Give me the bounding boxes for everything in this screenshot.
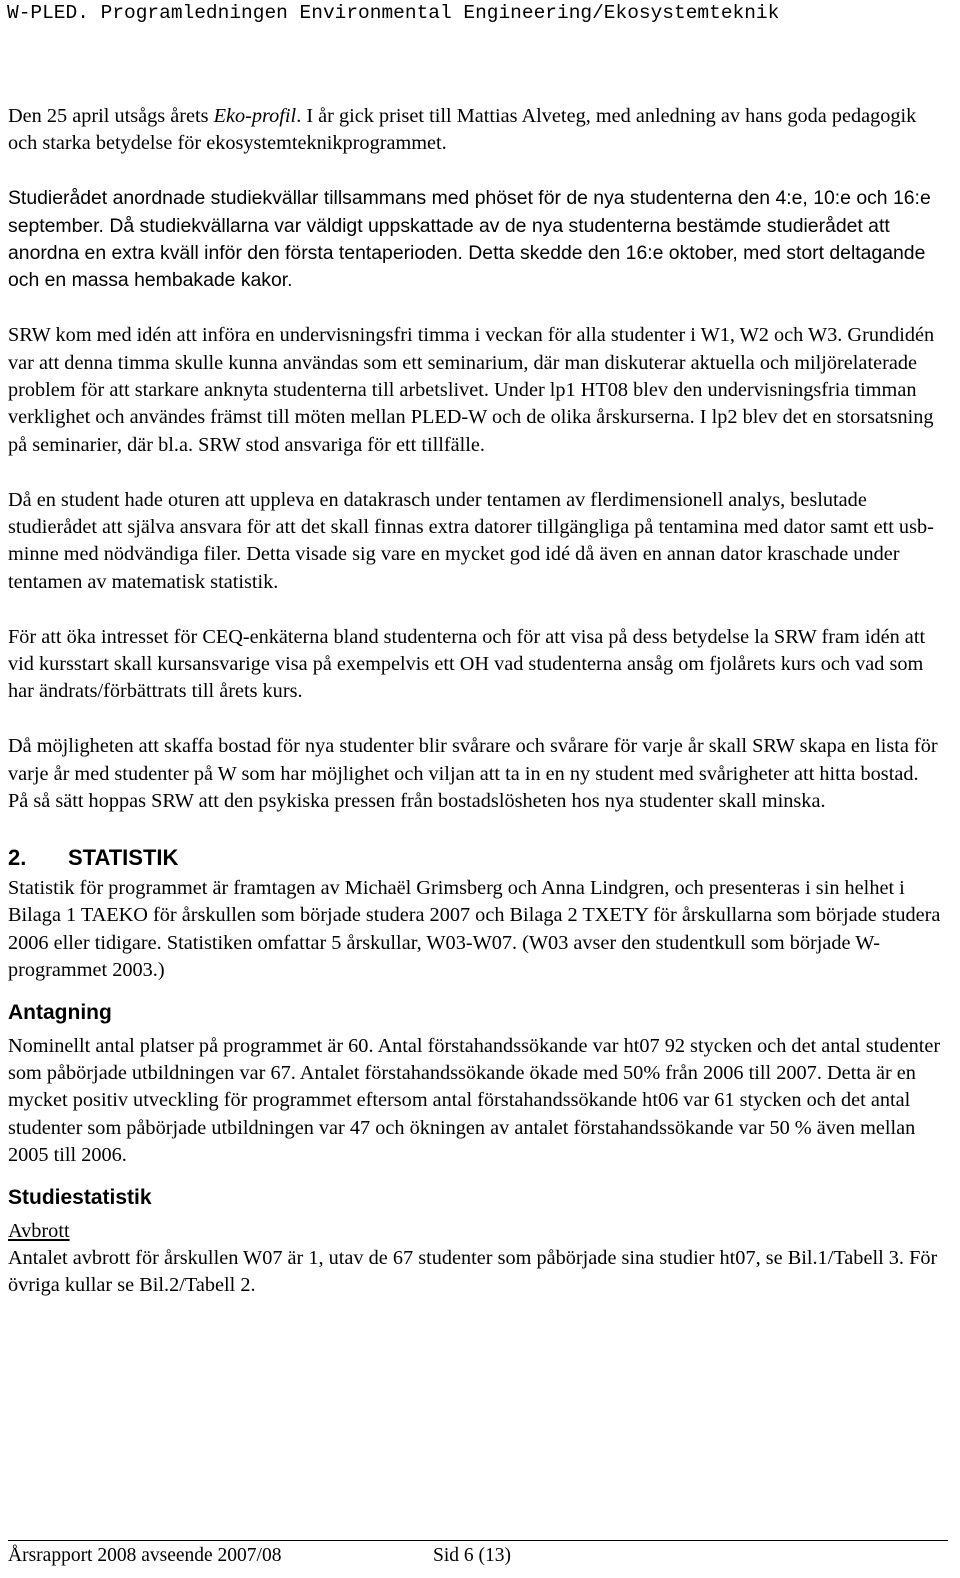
subheading-antagning: Antagning bbox=[8, 1000, 112, 1024]
footer-page-number: Sid 6 (13) bbox=[433, 1545, 511, 1566]
paragraph-avbrott: Antalet avbrott för årskullen W07 är 1, utav de 67 studenter som påbörjade sina studier ht07, se Bil.1/Tabell 3. För övriga kullar se Bil.2/Tabell 2. bbox=[8, 1246, 938, 1297]
paragraph-statistik-intro: Statistik för programmet är framtagen av Michaël Grimsberg och Anna Lindgren, och presenteras i sin helhet i Bilaga 1 TAEKO för årskullen som började studera 2007 och Bilaga 2 TXETY för årskullarna som började studera 2006 eller tidigare. Statistiken omfattar 5 årskullar, W03-W07. (W03 avser den studentkull som började W-programmet 2003.) bbox=[8, 876, 941, 982]
footer-divider bbox=[8, 1540, 948, 1541]
page-header bbox=[7, 0, 957, 27]
footer-report-title: Årsrapport 2008 avseende 2007/08 bbox=[8, 1545, 282, 1566]
paragraph-eko-profil bbox=[8, 103, 943, 158]
section-heading-statistik bbox=[8, 843, 943, 873]
p1-text-end: . I år gick priset till Mattias Alveteg, med anledning av hans goda pedagogik och starka betydelse för ekosystemteknikprogrammet. bbox=[8, 105, 917, 155]
header-title: W-PLED. Programledningen Environmental Engineering/Ekosystemteknik bbox=[7, 2, 780, 24]
paragraph-antagning: Nominellt antal platser på programmet är 60. Antal förstahandssökande var ht07 92 stycken och det antal studenter som påbörjade utbildningen var 67. Antalet förstahandssökande ökade med 50% från 2006 till 2007. Detta är en mycket positiv utveckling för programmet eftersom antal förstahandssökande ht06 var 61 stycken och det antal studenter som påbörjade utbildningen var 47 och ökningen av antalet förstahandssökande var 50 % även mellan 2005 till 2006. bbox=[8, 1034, 941, 1167]
p2-text: Studierådet anordnade studiekvällar tillsammans med phöset för de nya studenterna den 4:e, 10:e och 16:e september. Då studiekvällarna var väldigt uppskattade av de nya studenterna bestämde studierådet att anordna en extra kväll inför den första tentaperioden. Detta skedde den 16:e oktober, med stort deltagande och en massa hembakade kakor. bbox=[8, 187, 931, 292]
paragraph-datakrasch: Då en student hade oturen att uppleva en datakrasch under tentamen av flerdimensionell analys, beslutade studierådet att själva ansvara för att det skall finnas extra datorer tillgängliga på tentamina med dator samt ett usb-minne med nödvändiga filer. Detta visade sig vare en mycket god idé då även en annan dator kraschade under tentamen av matematisk statistik. bbox=[8, 488, 934, 593]
p1-text-start: Den 25 april utsågs årets bbox=[8, 105, 214, 127]
paragraph-undervisningsfri-timma: SRW kom med idén att införa en undervisningsfri timma i veckan för alla studenter i W1, W2 och W3. Grundidén var att denna timma skulle kunna användas som ett seminarium, där man diskuterar aktuella och miljörelaterade problem för att starkare anknyta studenterna till arbetslivet. Under lp1 HT08 blev den undervisningsfria timman verklighet och användes främst till möten mellan PLED-W och de olika årskurserna. I lp2 blev det en storsatsning på seminarier, där bl.a. SRW stod ansvariga för ett tillfälle. bbox=[8, 324, 935, 456]
label-avbrott: Avbrott bbox=[8, 1219, 70, 1242]
paragraph-studiekvallar bbox=[8, 185, 943, 295]
section-title: STATISTIK bbox=[68, 844, 179, 870]
paragraph-bostad: Då möjligheten att skaffa bostad för nya studenter blir svårare och svårare för varje år skall SRW skapa en lista för varje år med studenter på W som har möjlighet och viljan att ta in en ny student med svårigheter att hitta bostad. På så sätt hoppas SRW att den psykiska pressen från bostadslösheten hos nya studenter skall minska. bbox=[8, 735, 938, 813]
section-number: 2. bbox=[8, 844, 27, 870]
p1-italic-term: Eko-profil bbox=[213, 105, 297, 127]
subheading-studiestatistik: Studiestatistik bbox=[8, 1185, 152, 1209]
paragraph-ceq-enkater: För att öka intresset för CEQ-enkäterna bland studenterna och för att visa på dess betydelse la SRW fram idén att vid kursstart skall kursansvarige visa på exempelvis ett OH vad studenterna ansåg om fjolårets kurs och vad som har ändrats/förbättrats till årets kurs. bbox=[8, 625, 926, 703]
document-body bbox=[8, 103, 943, 1300]
page-footer bbox=[8, 1543, 511, 1569]
